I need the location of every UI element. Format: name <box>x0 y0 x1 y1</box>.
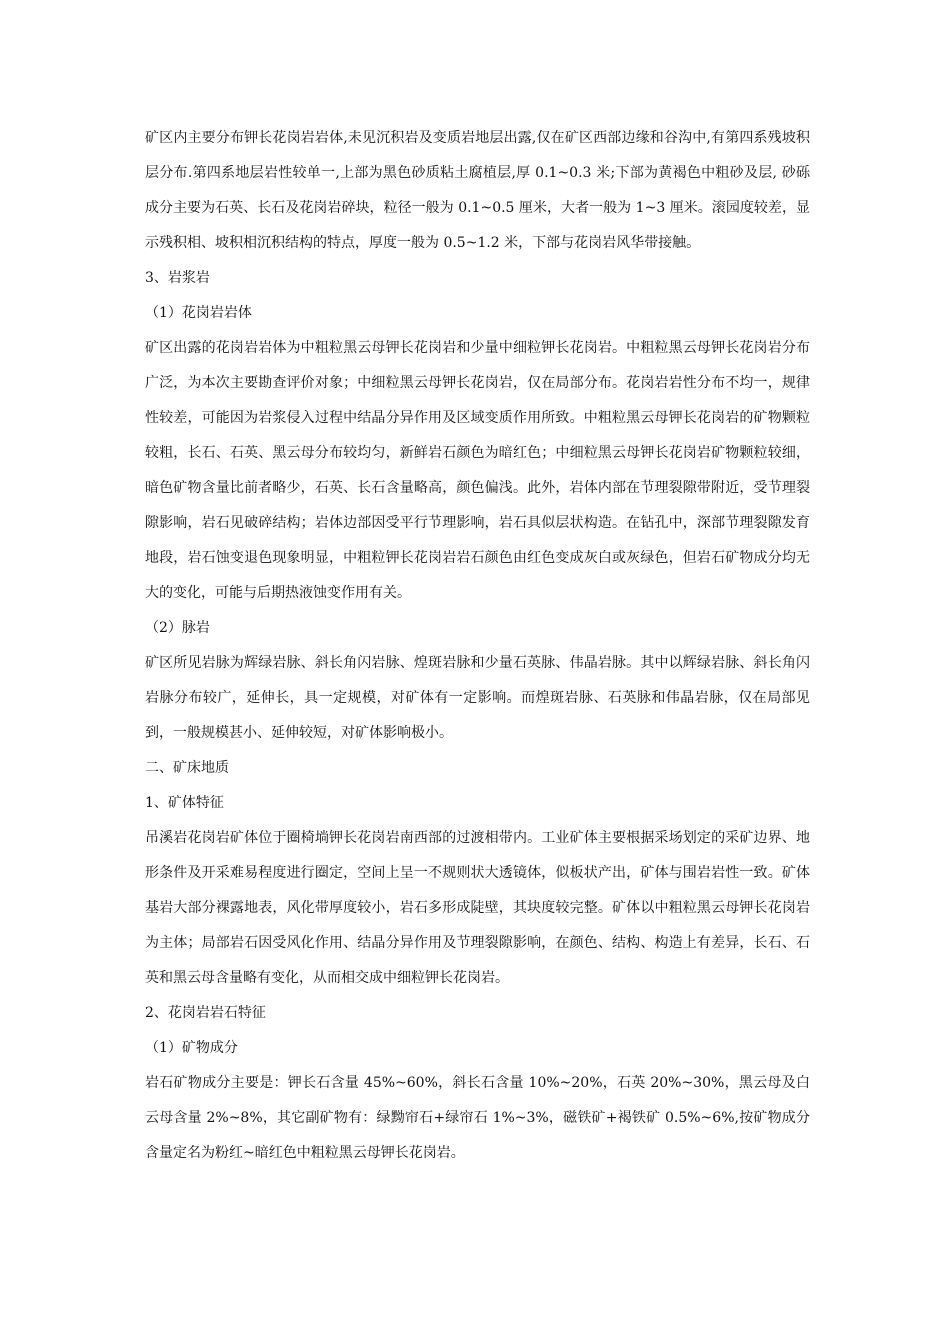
heading-deposit-geology: 二、矿床地质 <box>145 760 229 776</box>
heading-magmatic-rock: 3、岩浆岩 <box>145 270 210 286</box>
subheading-dike-rock: （2）脉岩 <box>145 620 210 636</box>
document-body <box>145 121 810 1171</box>
paragraph-granite-body: 矿区出露的花岗岩岩体为中粗粒黑云母钾长花岗岩和少量中细粒钾长花岗岩。中粗粒黑云母钾长花岗岩分布广泛，为本次主要勘查评价对象；中细粒黑云母钾长花岗岩，仅在局部分布。花岗岩岩性分布不均一，规律性较差，可能因为岩浆侵入过程中结晶分异作用及区域变质作用所致。中粗粒黑云母钾长花岗岩的矿物颗粒较粗，长石、石英、黑云母分布较均匀，新鲜岩石颜色为暗红色；中细粒黑云母钾长花岗岩矿物颗粒较细，暗色矿物含量比前者略少，石英、长石含量略高，颜色偏浅。此外，岩体内部在节理裂隙带附近，受节理裂隙影响，岩石见破碎结构；岩体边部因受平行节理影响，岩石具似层状构造。在钻孔中，深部节理裂隙发育地段，岩石蚀变退色现象明显，中粗粒钾长花岗岩岩石颜色由红色变成灰白或灰绿色，但岩石矿物成分均无大的变化，可能与后期热液蚀变作用有关。 <box>145 340 810 601</box>
subheading-mineral-composition: （1）矿物成分 <box>145 1040 238 1056</box>
paragraph-quaternary-strata: 矿区内主要分布钾长花岗岩岩体,未见沉积岩及变质岩地层出露,仅在矿区西部边缘和谷沟中,有第四系残坡积层分布.第四系地层岩性较单一,上部为黑色砂质粘土腐植层,厚 0.1~0.3 米;下部为黄褐色中粗砂及层, 砂砾成分主要为石英、长石及花岗岩碎块，粒径一般为 0.1~0.5 厘米，大者一般为 1~3 厘米。滚园度较差，显示残积相、坡积相沉积结构的特点，厚度一般为 0.5~1.2 米，下部与花岗岩风华带接触。 <box>145 130 810 251</box>
paragraph-mineral-composition: 岩石矿物成分主要是：钾长石含量 45%~60%，斜长石含量 10%~20%，石英 20%~30%，黑云母及白云母含量 2%~8%，其它副矿物有：绿黝帘石+绿帘石 1%~3%，磁铁矿+褐铁矿 0.5%~6%,按矿物成分含量定名为粉红~暗红色中粗粒黑云母钾长花岗岩。 <box>145 1075 810 1161</box>
subheading-granite-body: （1）花岗岩岩体 <box>145 305 252 321</box>
paragraph-dike-rock: 矿区所见岩脉为辉绿岩脉、斜长角闪岩脉、煌斑岩脉和少量石英脉、伟晶岩脉。其中以辉绿岩脉、斜长角闪岩脉分布较广，延伸长，具一定规模，对矿体有一定影响。而煌斑岩脉、石英脉和伟晶岩脉，仅在局部见到，一般规模甚小、延伸较短，对矿体影响极小。 <box>145 655 810 741</box>
paragraph-orebody-features: 吊溪岩花岗岩矿体位于圈椅埫钾长花岗岩南西部的过渡相带内。工业矿体主要根据采场划定的采矿边界、地形条件及开采难易程度进行圈定，空间上呈一不规则状大透镜体，似板状产出，矿体与围岩岩性一致。矿体基岩大部分裸露地表，风化带厚度较小，岩石多形成陡壁，其块度较完整。矿体以中粗粒黑云母钾长花岗岩为主体；局部岩石因受风化作用、结晶分异作用及节理裂隙影响，在颜色、结构、构造上有差异，长石、石英和黑云母含量略有变化，从而相交成中细粒钾长花岗岩。 <box>145 830 810 986</box>
heading-granite-rock-features: 2、花岗岩岩石特征 <box>145 1005 266 1021</box>
heading-orebody-features: 1、矿体特征 <box>145 795 224 811</box>
